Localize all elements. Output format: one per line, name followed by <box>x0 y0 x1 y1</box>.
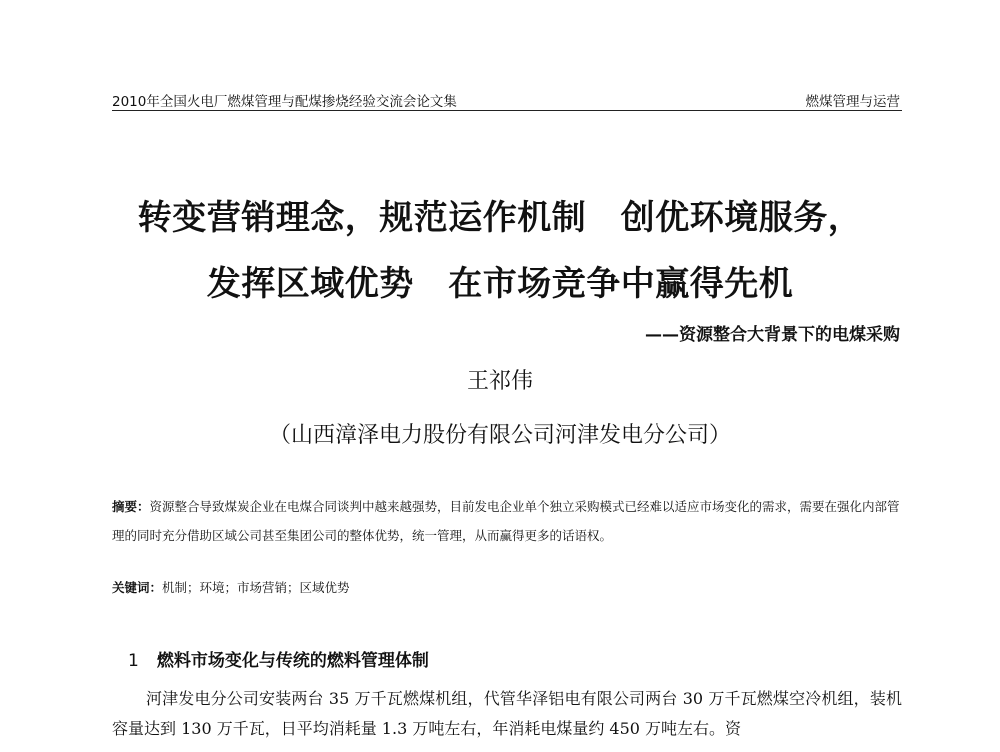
keywords-label: 关键词： <box>112 580 163 595</box>
section-title: 燃料市场变化与传统的燃料管理体制 <box>156 651 429 671</box>
section-number: 1 <box>128 651 139 671</box>
abstract-text: 资源整合导致煤炭企业在电煤合同谈判中越来越强势，目前发电企业单个独立采购模式已经难以适应市场变化的需求，需要在强化内部管理的同时充分借助区域公司甚至集团公司的整体优势，统一管理，从而赢得更多的话语权。 <box>112 499 900 543</box>
header-proceedings-title: 2010年全国火电厂燃煤管理与配煤掺烧经验交流会论文集 <box>112 94 457 110</box>
keywords <box>112 577 902 599</box>
paper-title-line-2: 发挥区域优势 在市场竞争中赢得先机 <box>206 264 794 304</box>
abstract <box>112 492 902 550</box>
author-name: 王祁伟 <box>466 369 533 394</box>
running-header <box>112 88 902 111</box>
abstract-label: 摘要： <box>112 499 150 514</box>
paper-subtitle: ——资源整合大背景下的电煤采购 <box>645 325 900 345</box>
body-paragraph: 河津发电分公司安装两台 35 万千瓦燃煤机组，代管华泽铝电有限公司两台 30 万千瓦燃煤空冷机组，装机容量达到 130 万千瓦，日平均消耗量 1.3 万吨左右，年消耗电煤量约 450 万吨左右。资 <box>112 689 902 738</box>
section-heading <box>128 646 429 671</box>
header-section-name: 燃煤管理与运营 <box>805 94 900 110</box>
keywords-text: 机制；环境；市场营销；区域优势 <box>162 580 350 595</box>
paper-title-line-1: 转变营销理念，规范运作机制 创优环境服务， <box>137 198 863 238</box>
author-affiliation: （山西漳泽电力股份有限公司河津发电分公司） <box>268 423 731 448</box>
